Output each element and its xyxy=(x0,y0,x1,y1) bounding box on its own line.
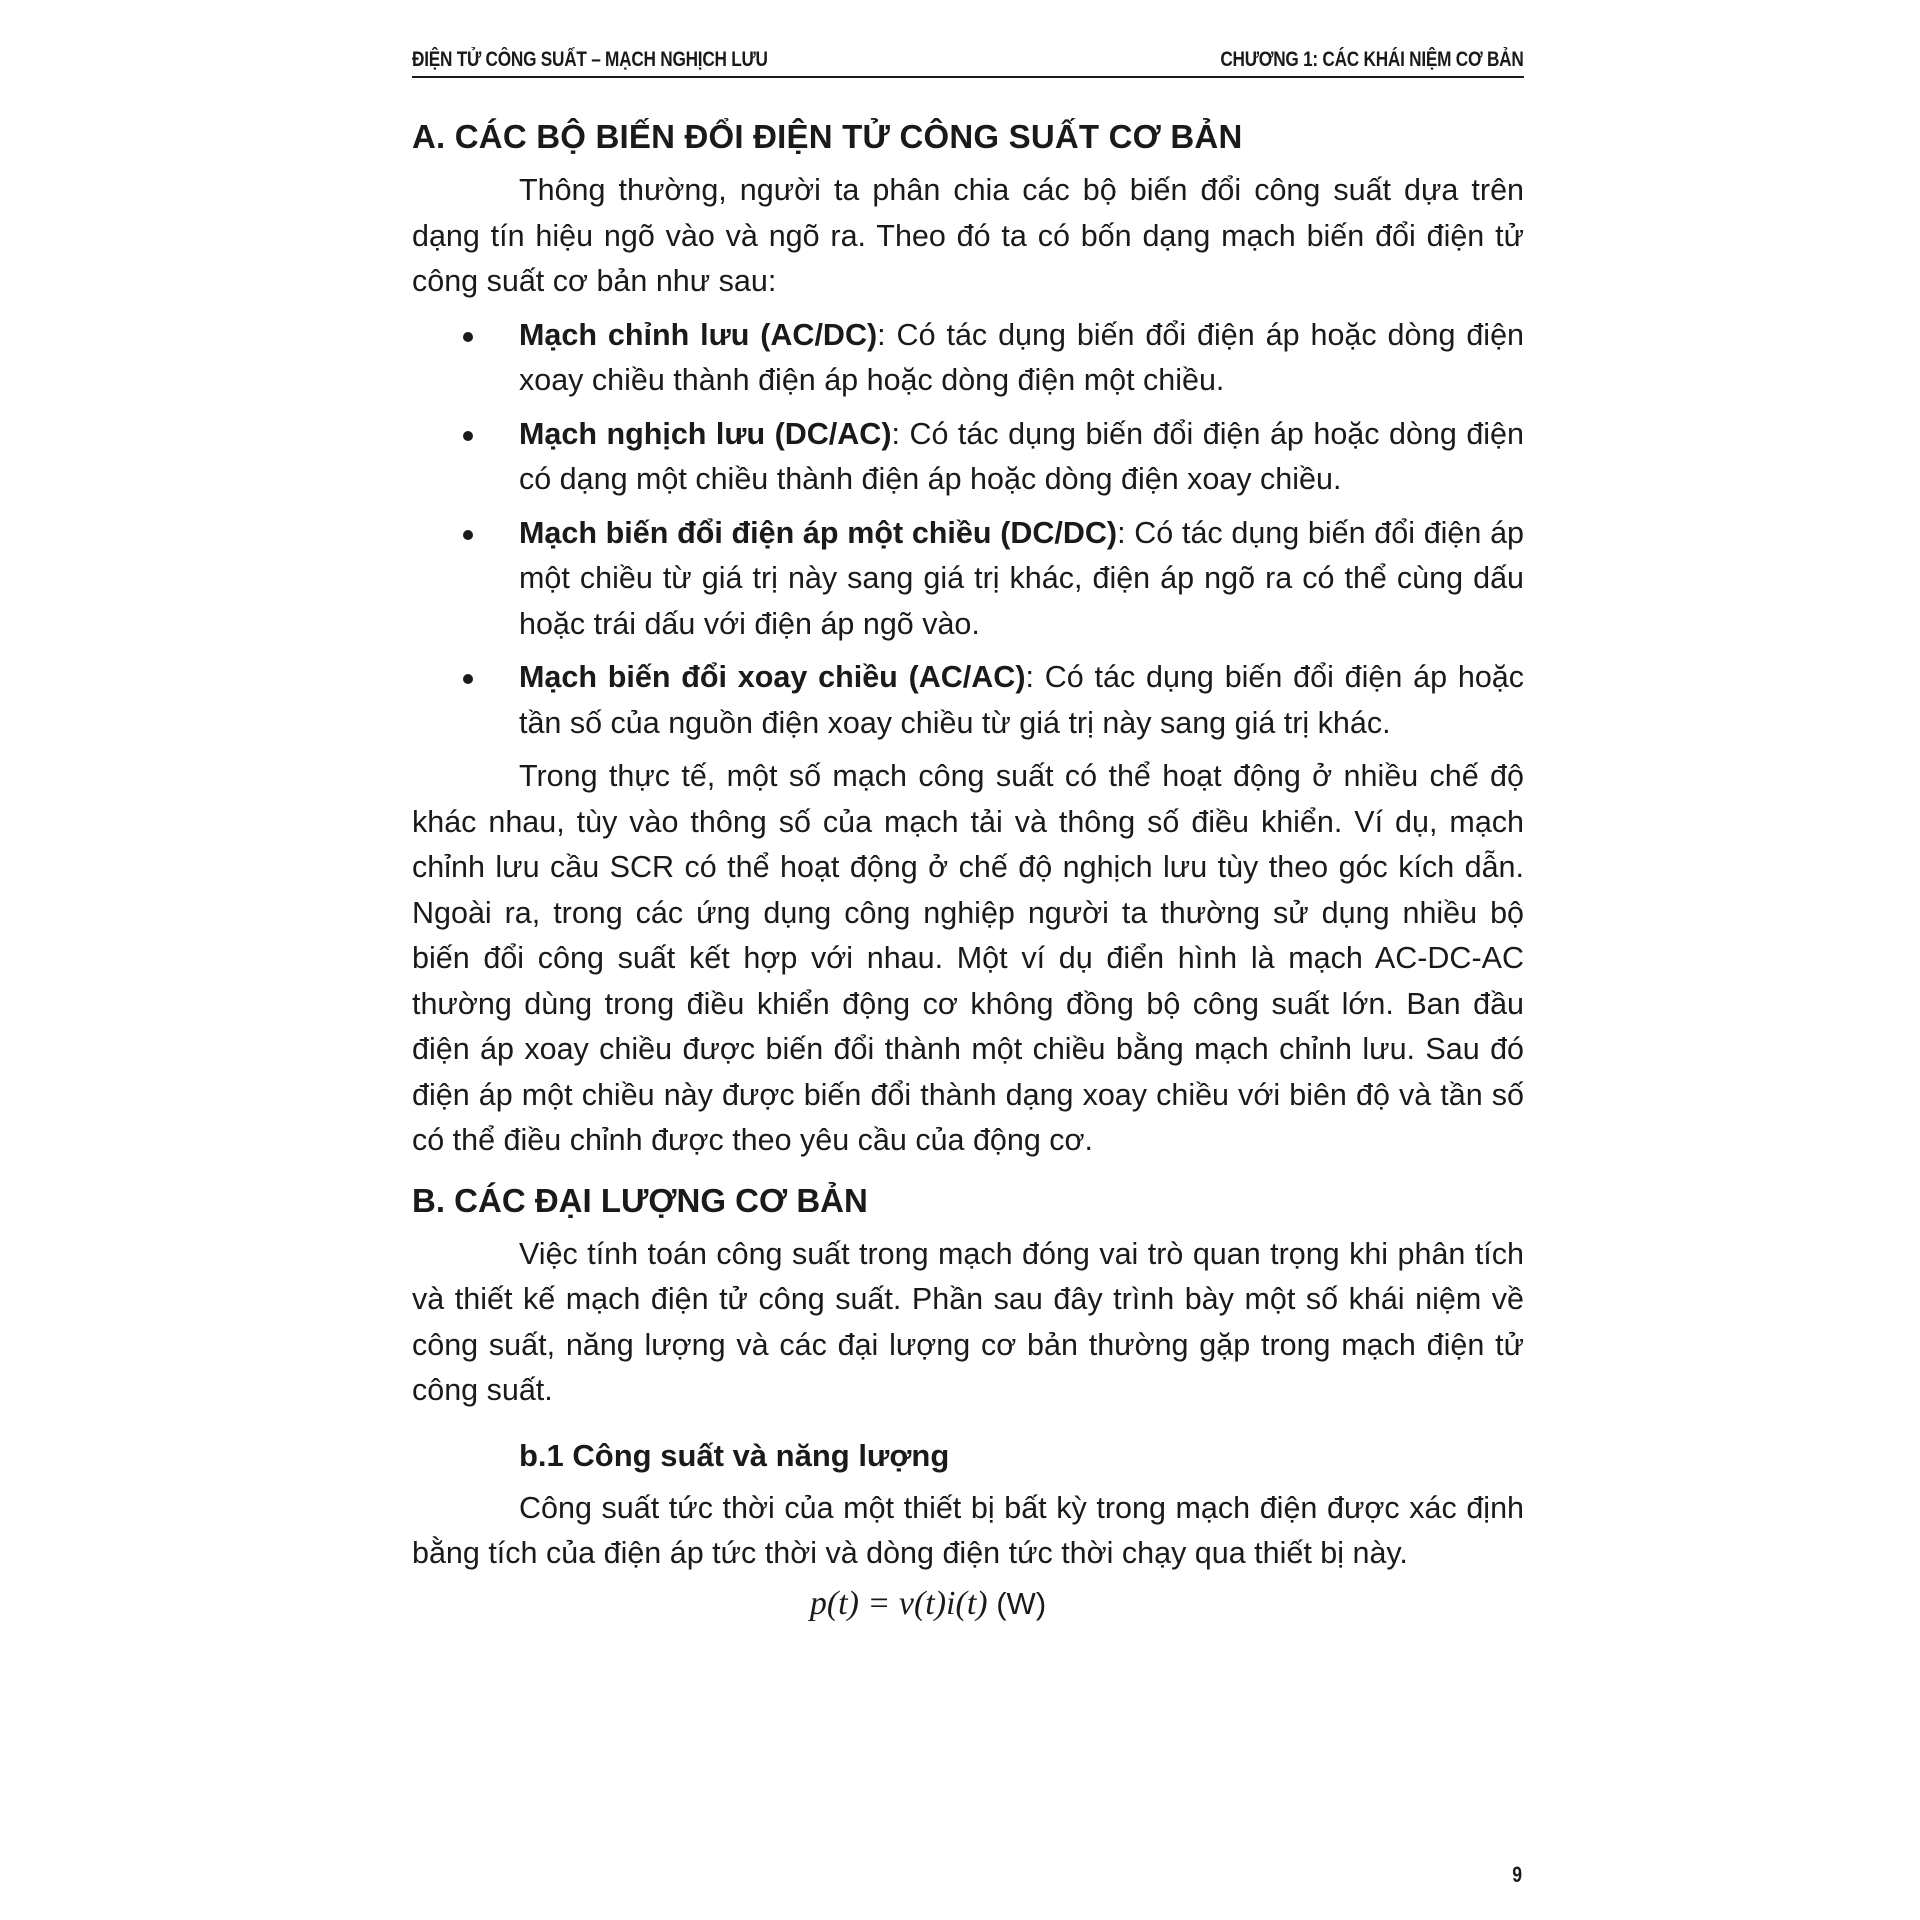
formula-expression: p(t) = v(t)i(t) xyxy=(809,1584,988,1622)
section-b-intro: Việc tính toán công suất trong mạch đóng vai trò quan trọng khi phân tích và thiết kế mạch điện tử công suất. Phần sau đây trình bày một số khái niệm về công suất, năng lượng và các đại lượng cơ bản thường gặp trong mạch điện tử công suất. xyxy=(412,1236,1524,1407)
bullet-icon xyxy=(463,530,473,540)
section-a-paragraph-2: Trong thực tế, một số mạch công suất có thể hoạt động ở nhiều chế độ khác nhau, tùy vào thông số của mạch tải và thông số điều khiển. Ví dụ, mạch chỉnh lưu cầu SCR có thể hoạt động ở chế độ nghịch lưu tùy theo góc kích dẫn. Ngoài ra, trong các ứng dụng công nghiệp người ta thường sử dụng nhiều bộ biến đổi công suất kết hợp với nhau. Một ví dụ điển hình là mạch AC-DC-AC thường dùng trong điều khiển động cơ không đồng bộ công suất lớn. Ban đầu điện áp xoay chiều được biến đổi thành một chiều bằng mạch chỉnh lưu. Sau đó điện áp một chiều này được biến đổi thành dạng xoay chiều với biên độ và tần số có thể điều chỉnh được theo yêu cầu của động cơ. xyxy=(412,759,1524,1157)
bullet-icon xyxy=(463,431,473,441)
bullet-text: : Có tác dụng biến đổi điện áp hoặc dòng điện có dạng một chiều thành điện áp hoặc dòng điện xoay chiều. xyxy=(519,416,1524,496)
section-a-heading: A. CÁC BỘ BIẾN ĐỔI ĐIỆN TỬ CÔNG SUẤT CƠ BẢN xyxy=(412,118,1243,155)
subsection-b1-paragraph: Công suất tức thời của một thiết bị bất kỳ trong mạch điện được xác định bằng tích của điện áp tức thời và dòng điện tức thời chạy qua thiết bị này. xyxy=(412,1490,1524,1570)
formula-unit: (W) xyxy=(996,1585,1047,1621)
list-item xyxy=(412,655,1524,746)
bullet-text: : Có tác dụng biến đổi điện áp hoặc tần số của nguồn điện xoay chiều từ giá trị này sang giá trị khác. xyxy=(519,660,1524,740)
list-item xyxy=(412,511,1524,648)
running-header xyxy=(412,48,1524,78)
page-number: 9 xyxy=(1512,1862,1523,1887)
bullet-icon xyxy=(463,674,473,684)
section-a-intro: Thông thường, người ta phân chia các bộ biến đổi công suất dựa trên dạng tín hiệu ngõ vào và ngõ ra. Theo đó ta có bốn dạng mạch biến đổi điện tử công suất cơ bản như sau: xyxy=(412,173,1524,298)
book-page xyxy=(412,48,1524,1623)
bullet-text: : Có tác dụng biến đổi điện áp một chiều từ giá trị này sang giá trị khác, điện áp ngõ ra có thể cùng dấu hoặc trái dấu với điện áp ngõ vào. xyxy=(519,515,1524,641)
bullet-text: : Có tác dụng biến đổi điện áp hoặc dòng điện xoay chiều thành điện áp hoặc dòng điện một chiều. xyxy=(519,317,1524,397)
header-book-title: ĐIỆN TỬ CÔNG SUẤT – MẠCH NGHỊCH LƯU xyxy=(412,48,768,71)
bullet-icon xyxy=(463,332,473,342)
section-b-heading: B. CÁC ĐẠI LƯỢNG CƠ BẢN xyxy=(412,1181,868,1219)
list-item xyxy=(412,412,1524,503)
list-item xyxy=(412,313,1524,404)
bullet-term: Mạch biến đổi xoay chiều (AC/AC) xyxy=(519,660,1026,694)
converter-types-list xyxy=(412,313,1524,747)
bullet-term: Mạch chỉnh lưu (AC/DC) xyxy=(519,317,878,352)
power-formula xyxy=(412,1585,1524,1623)
bullet-term: Mạch nghịch lưu (DC/AC) xyxy=(519,416,892,451)
bullet-term: Mạch biến đổi điện áp một chiều (DC/DC) xyxy=(519,515,1118,550)
header-chapter-title: CHƯƠNG 1: CÁC KHÁI NIỆM CƠ BẢN xyxy=(1220,48,1524,71)
subsection-b1-heading: b.1 Công suất và năng lượng xyxy=(519,1437,950,1473)
